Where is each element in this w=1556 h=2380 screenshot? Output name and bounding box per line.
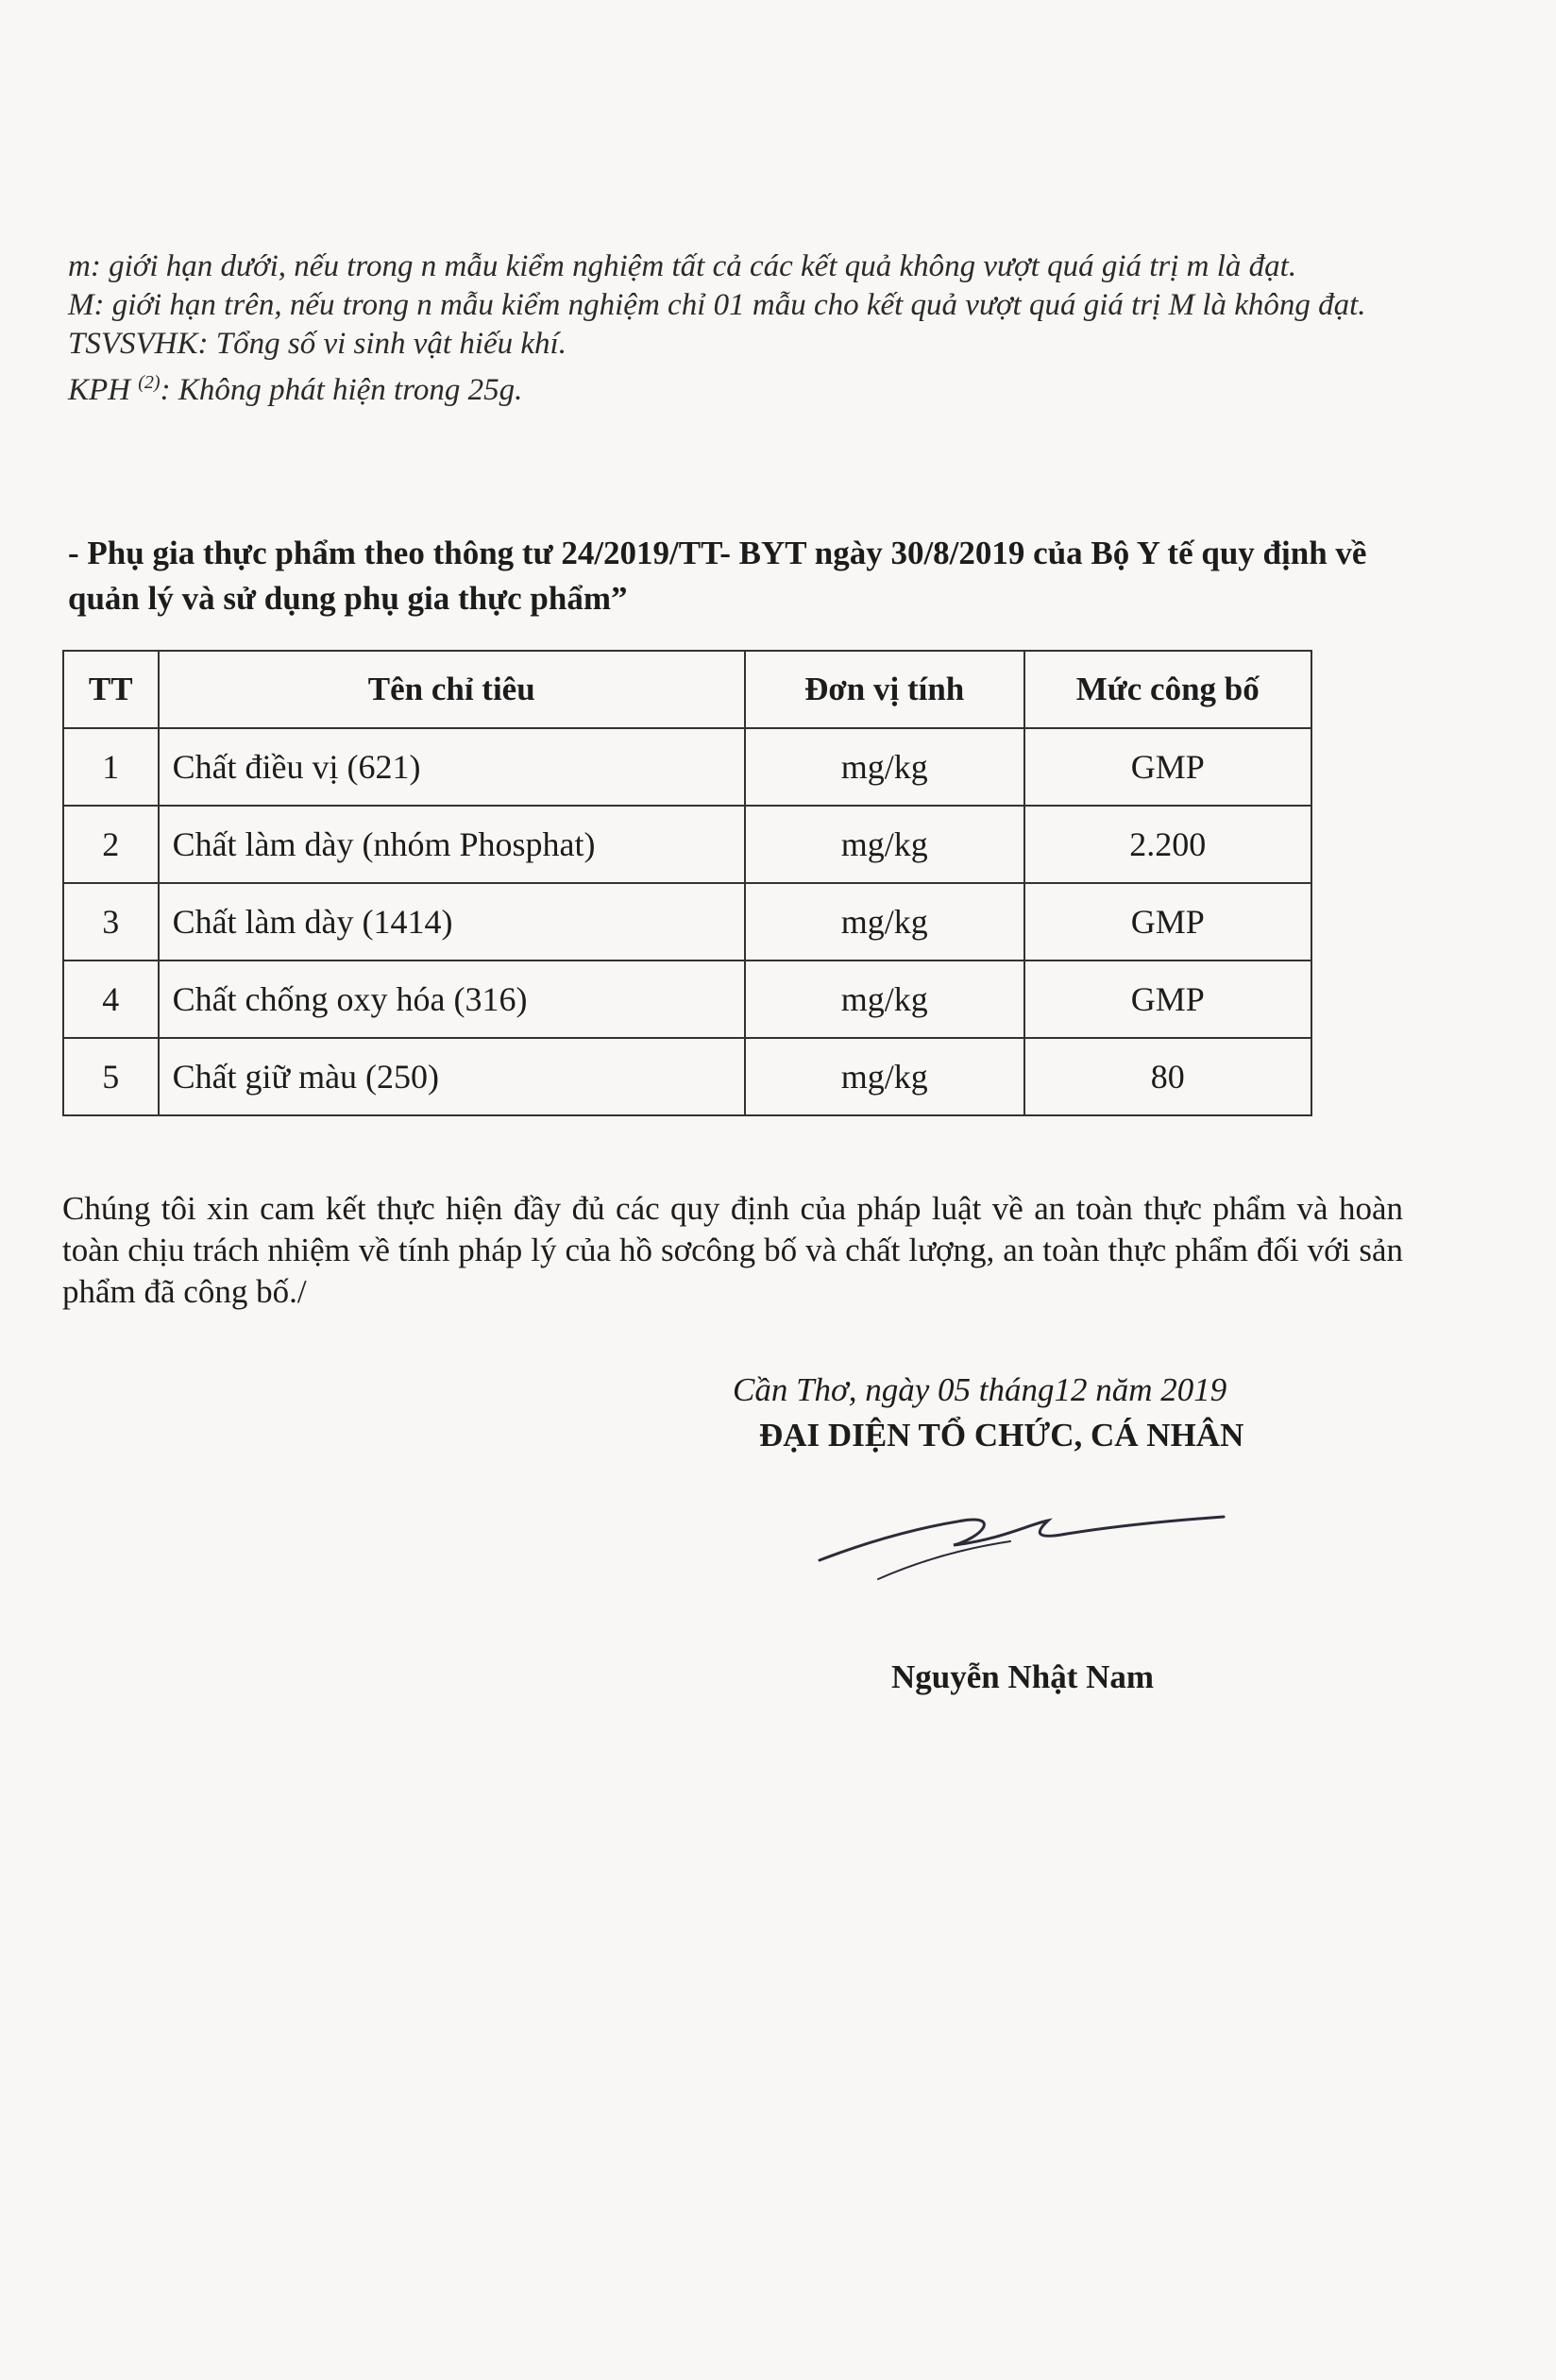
cell-unit: mg/kg bbox=[745, 960, 1024, 1038]
cell-name: Chất chống oxy hóa (316) bbox=[159, 960, 745, 1038]
representative-title: ĐẠI DIỆN TỔ CHỨC, CÁ NHÂN bbox=[759, 1417, 1244, 1454]
place-date: Cần Thơ, ngày 05 tháng12 năm 2019 bbox=[733, 1371, 1227, 1408]
cell-name: Chất làm dày (1414) bbox=[159, 883, 745, 960]
table-header-row bbox=[63, 651, 1311, 728]
cell-tt: 2 bbox=[63, 806, 159, 883]
cell-tt: 3 bbox=[63, 883, 159, 960]
cell-unit: mg/kg bbox=[745, 728, 1024, 806]
note-tsvsvhk: TSVSVHK: Tổng số vi sinh vật hiếu khí. bbox=[68, 327, 567, 361]
cell-value: 2.200 bbox=[1024, 806, 1311, 883]
note-M: M: giới hạn trên, nếu trong n mẫu kiểm nghiệm chỉ 01 mẫu cho kết quả vượt quá giá trị M là không đạt. bbox=[68, 288, 1366, 322]
signer-name: Nguyễn Nhật Nam bbox=[891, 1658, 1155, 1695]
table-row bbox=[63, 806, 1311, 883]
cell-name: Chất giữ màu (250) bbox=[159, 1038, 745, 1115]
header-tt: TT bbox=[63, 651, 159, 728]
cell-unit: mg/kg bbox=[745, 883, 1024, 960]
table-row bbox=[63, 728, 1311, 806]
table-row bbox=[63, 1038, 1311, 1115]
commitment-paragraph: Chúng tôi xin cam kết thực hiện đầy đủ các quy định của pháp luật về an toàn thực phẩm và hoàn toàn chịu trách nhiệm về tính pháp lý của hồ sơcông bố và chất lượng, an toàn thực phẩm đối với sản phẩm đã công bố./ bbox=[62, 1190, 1403, 1310]
cell-name: Chất làm dày (nhóm Phosphat) bbox=[159, 806, 745, 883]
note-m: m: giới hạn dưới, nếu trong n mẫu kiểm nghiệm tất cả các kết quả không vượt quá giá trị m là đạt. bbox=[68, 249, 1297, 283]
table-row bbox=[63, 960, 1311, 1038]
cell-tt: 1 bbox=[63, 728, 159, 806]
table-row bbox=[63, 883, 1311, 960]
cell-unit: mg/kg bbox=[745, 1038, 1024, 1115]
cell-value: GMP bbox=[1024, 728, 1311, 806]
section-heading: - Phụ gia thực phẩm theo thông tư 24/2019/TT- BYT ngày 30/8/2019 của Bộ Y tế quy định về quản lý và sử dụng phụ gia thực phẩm” bbox=[68, 535, 1367, 617]
cell-value: 80 bbox=[1024, 1038, 1311, 1115]
cell-tt: 4 bbox=[63, 960, 159, 1038]
cell-value: GMP bbox=[1024, 883, 1311, 960]
header-value: Mức công bố bbox=[1024, 651, 1311, 728]
cell-tt: 5 bbox=[63, 1038, 159, 1115]
header-name: Tên chỉ tiêu bbox=[159, 651, 745, 728]
additive-table bbox=[62, 650, 1312, 1116]
signature-image bbox=[812, 1492, 1227, 1624]
definition-notes bbox=[68, 247, 1446, 410]
cell-name: Chất điều vị (621) bbox=[159, 728, 745, 806]
cell-value: GMP bbox=[1024, 960, 1311, 1038]
header-unit: Đơn vị tính bbox=[745, 651, 1024, 728]
note-kph: KPH $^{(2)}$: Không phát hiện trong 25g. bbox=[68, 372, 523, 407]
cell-unit: mg/kg bbox=[745, 806, 1024, 883]
